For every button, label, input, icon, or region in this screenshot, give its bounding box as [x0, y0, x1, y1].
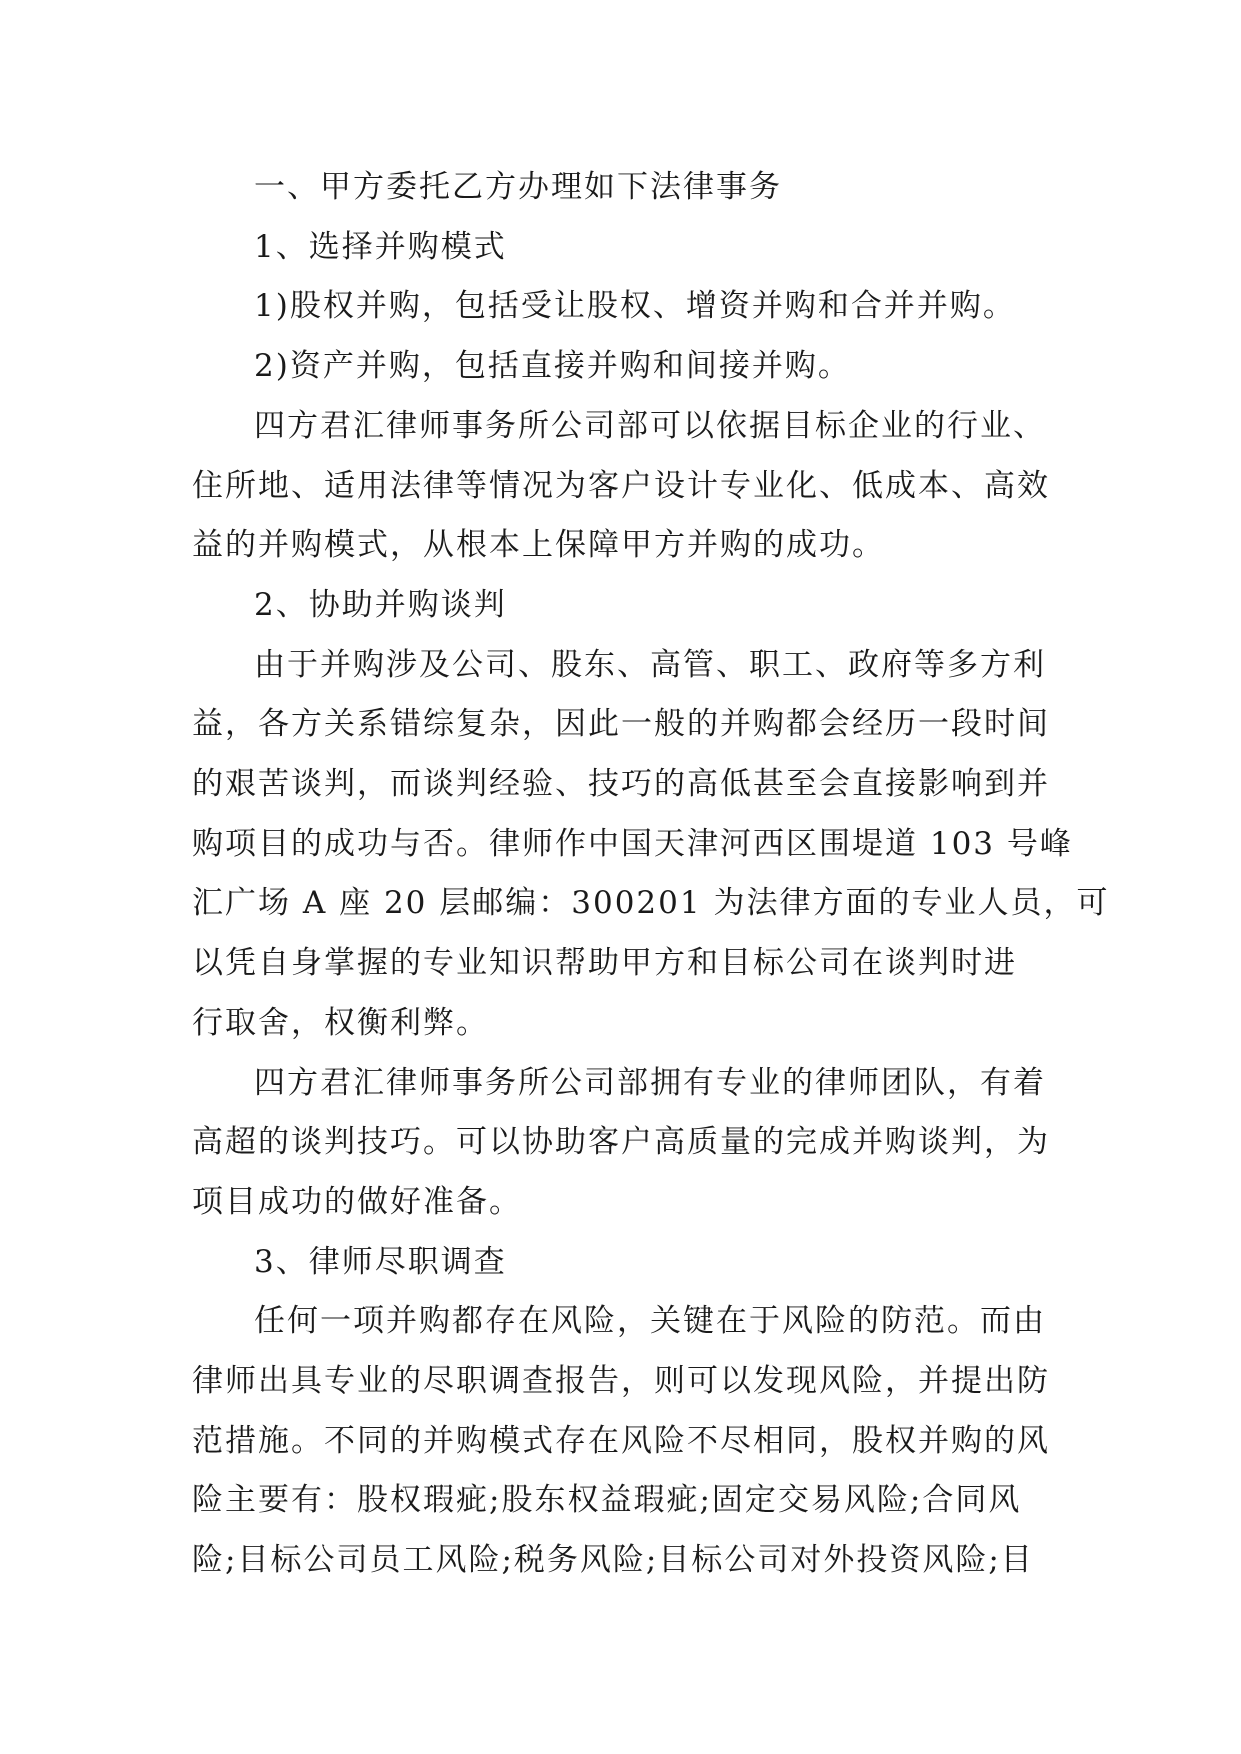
section-heading-1 — [192, 158, 1052, 218]
list-item-2 — [192, 337, 1052, 397]
text-line: 2、协助并购谈判 — [254, 586, 507, 623]
paragraph-due-diligence — [192, 1292, 1052, 1591]
paragraph-merger-mode — [192, 397, 1052, 576]
text-line: 险主要有：股权瑕疵;股东权益瑕疵;固定交易风险;合同风 — [192, 1482, 1022, 1519]
text-line: 由于并购涉及公司、股东、高管、职工、政府等多方利 — [254, 646, 1046, 683]
text-line: 行取舍，权衡利弊。 — [192, 1004, 489, 1041]
text-line: 一、甲方委托乙方办理如下法律事务 — [254, 169, 782, 205]
text-line: 益的并购模式，从根本上保障甲方并购的成功。 — [192, 527, 885, 564]
text-line: 1)股权并购，包括受让股权、增资并购和合并并购。 — [254, 288, 1016, 325]
text-line: 1、选择并购模式 — [254, 228, 507, 265]
text-line: 3、律师尽职调查 — [254, 1243, 507, 1280]
text-line: 四方君汇律师事务所公司部可以依据目标企业的行业、 — [254, 407, 1046, 444]
text-line: 高超的谈判技巧。可以协助客户高质量的完成并购谈判，为 — [192, 1124, 1050, 1161]
list-item-1 — [192, 277, 1052, 337]
subheading-2 — [192, 576, 1052, 636]
text-line: 律师出具专业的尽职调查报告，则可以发现风险，并提出防 — [192, 1363, 1050, 1400]
text-line: 的艰苦谈判，而谈判经验、技巧的高低甚至会直接影响到并 — [192, 766, 1050, 803]
subheading-1 — [192, 218, 1052, 278]
text-line: 购项目的成功与否。律师作中国天津河西区围堤道 103 号峰 — [192, 825, 1073, 862]
document-body — [192, 158, 1110, 1591]
paragraph-negotiation — [192, 636, 1110, 1054]
text-line: 住所地、适用法律等情况为客户设计专业化、低成本、高效 — [192, 467, 1050, 504]
text-line: 项目成功的做好准备。 — [192, 1183, 522, 1220]
text-line: 汇广场 A 座 20 层邮编：300201 为法律方面的专业人员，可 — [192, 885, 1110, 922]
paragraph-team — [192, 1054, 1052, 1233]
text-line: 范措施。不同的并购模式存在风险不尽相同，股权并购的风 — [192, 1422, 1050, 1459]
text-line: 四方君汇律师事务所公司部拥有专业的律师团队，有着 — [254, 1064, 1046, 1101]
text-line: 益，各方关系错综复杂，因此一般的并购都会经历一段时间 — [192, 706, 1050, 743]
text-line: 任何一项并购都存在风险，关键在于风险的防范。而由 — [254, 1303, 1046, 1340]
text-line: 以凭自身掌握的专业知识帮助甲方和目标公司在谈判时进 — [192, 945, 1017, 982]
text-line: 2)资产并购，包括直接并购和间接并购。 — [254, 348, 851, 385]
text-line: 险;目标公司员工风险;税务风险;目标公司对外投资风险;目 — [192, 1542, 1034, 1579]
subheading-3 — [192, 1233, 1052, 1293]
